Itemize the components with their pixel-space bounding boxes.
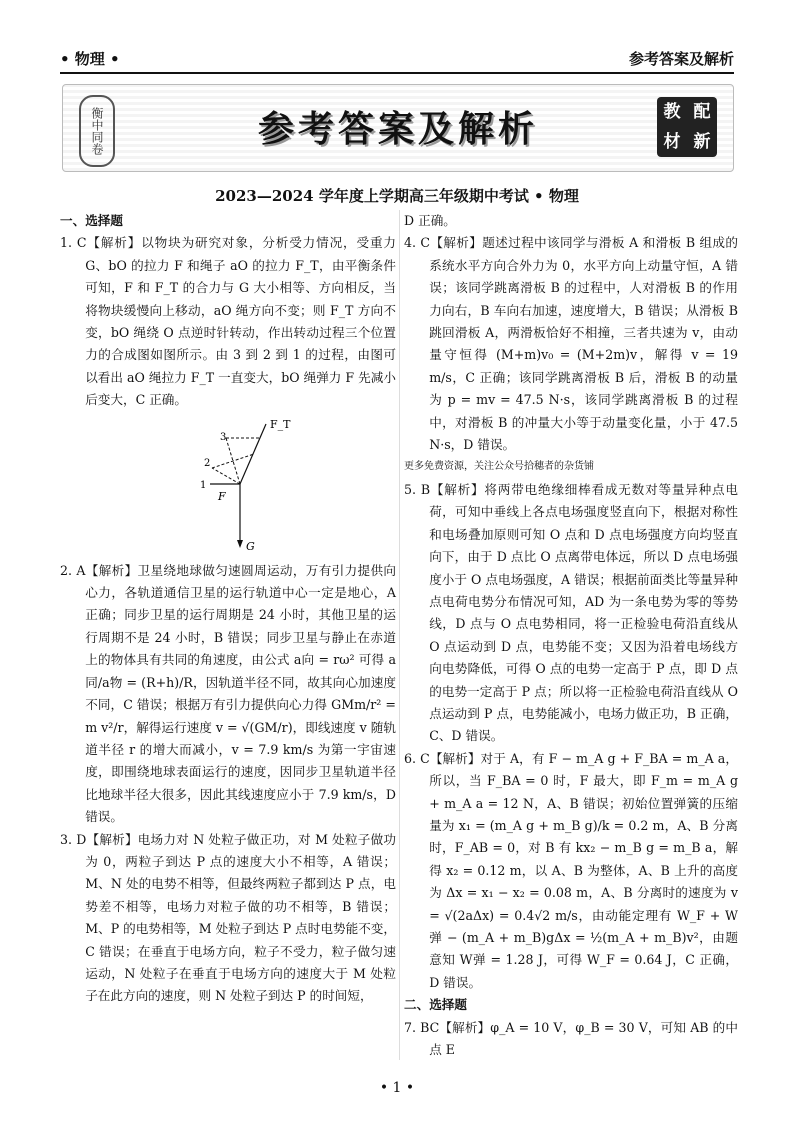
promo-note: 更多免费资源，关注公众号拾穗者的杂货铺 <box>404 461 594 473</box>
badge-char: 新 <box>693 132 711 152</box>
header-rule <box>60 72 734 74</box>
banner-title: 参考答案及解析 <box>257 109 538 150</box>
badge-char: 材 <box>663 132 681 152</box>
force-diagram-svg <box>180 418 300 552</box>
label-ft: F_T <box>270 417 291 431</box>
label-3: 3 <box>220 431 227 443</box>
answer-1: 1. C【解析】以物块为研究对象，分析受力情况，受重力 G、bO 的拉力 F 和绳子 aO 的拉力 F_T，由平衡条件可知，F 和 F_T 的合力与 G 大小相等、方向相反，当将物块缓慢向上移动，aO 绳方向不变；则 F_T 方向不变，bO 绳绕 O 点逆时针转动，作出转动过程三个位置力的合成图如图所示。由 3 到 2 到 1 的过程，由图可以看出 aO 绳拉力 F_T 一直变大，bO 绳弹力 F 先减小后变大，C 正确。 <box>60 235 396 408</box>
section-heading: 一、选择题 <box>60 213 123 228</box>
badge-char: 教 <box>663 102 681 122</box>
answer-2: 2. A【解析】卫星绕地球做匀速圆周运动，万有引力提供向心力，各轨道通信卫星的运行轨道中心一定是地心，A 正确；同步卫星的运行周期是 24 小时，其他卫星的运行周期不是 24 小时，B 错误；同步卫星与静止在赤道上的物体具有共同的角速度，由公式 a向 = rω² 可得 a同/a物 = (R+h)/R，因轨道半径不同，故其向心加速度不同，C 错误；根据万有引力提供向心力得 GMm/r² = m v²/r，解得运行速度 v = √(GM/r)，即线速度 v 随轨道半径 r 的增大而减小，v = 7.9 km/s 为第一宇宙速度，即围绕地球表面运行的速度，因同步卫星轨道半径比地球半径大很多，因此其线速度应小于 7.9 km/s，D 错误。 <box>60 562 396 825</box>
section-heading-2: 二、选择题 <box>404 997 467 1013</box>
answer-3: 3. D【解析】电场力对 N 处粒子做正功，对 M 处粒子做功为 0，两粒子到达 P 点的速度大小不相等，A 错误；M、N 处的电势不相等，但最终两粒子都到达 P 点，电势差不相等，电场力对粒子做的功不相等，B 错误；M、P 的电势相等，M 处粒子到达 P 点时电势能不变，C 错误；在垂直于电场方向，粒子不受力，粒子做匀速运动，N 处粒子在垂直于电场方向的速度大于 M 处粒子在此方向的速度，则 N 处粒子到达 P 的时间短， <box>60 831 396 1004</box>
column-divider <box>399 210 400 1060</box>
right-column <box>404 210 738 1061</box>
page-number: • 1 • <box>379 1080 415 1096</box>
left-column <box>60 210 396 1008</box>
answer-3-continued: D 正确。 <box>404 213 456 228</box>
exam-subtitle: 2023—2024 学年度上学期高三年级期中考试 • 物理 <box>215 187 579 205</box>
answer-5: 5. B【解析】将两带电绝缘细棒看成无数对等量异种点电荷，可知中垂线上各点电场强度竖直向下，根据对称性和电场叠加原则可知 O 点和 D 点电场强度方向均竖直向下，由于 D 点比 O 点离带电体远，所以 D 点电场强度小于 O 点电场强度，A 错误；根据前面类比等量异种点电荷电势分布情况可知，AD 为一条电势为零的等势线，D 点与 O 点电势相同，将一正检验电荷沿直线从 O 点运动到 D 点，电势能不变；又因为沿着电场线方向电势降低，可得 O 点的电势一定高于 P 点，即 D 点的电势一定高于 P 点；所以将一正检验电荷沿直线从 O 点运动到 P 点，电势能减小，电场力做正功，B 正确，C、D 错误。 <box>404 481 738 744</box>
badge-logo <box>657 97 717 157</box>
header-subject: • 物理 • <box>60 50 120 68</box>
running-header <box>60 46 734 72</box>
label-1: 1 <box>200 479 207 491</box>
header-section: 参考答案及解析 <box>628 50 734 68</box>
label-g: G <box>246 539 255 552</box>
answer-7: 7. BC【解析】φ_A = 10 V，φ_B = 30 V，可知 AB 的中点 E <box>404 1019 738 1058</box>
seal-stamp: 衡中同卷 <box>79 95 115 167</box>
label-2: 2 <box>204 457 211 469</box>
answer-6: 6. C【解析】对于 A，有 F − m_A g + F_BA = m_A a，所以，当 F_BA = 0 时，F 最大，即 F_m = m_A g + m_A a = 12 N，A、B 错误；初始位置弹簧的压缩量为 x₁ = (m_A g + m_B g)/k = 0.2 m，A、B 分离时，F_AB = 0，对 B 有 kx₂ − m_B g = m_B a，解得 x₂ = 0.12 m，以 A、B 为整体，A、B 上升的高度为 Δx = x₁ − x₂ = 0.08 m，A、B 分离时的速度为 v = √(2aΔx) = 0.4√2 m/s，由动能定理有 W_F + W弹 − (m_A + m_B)gΔx = ½(m_A + m_B)v²，由题意知 W弹 = 1.28 J，可得 W_F = 0.64 J，C 正确，D 错误。 <box>404 750 738 990</box>
badge-char: 配 <box>693 102 711 122</box>
answer-4: 4. C【解析】题述过程中该同学与滑板 A 和滑板 B 组成的系统水平方向合外力为 0，水平方向上动量守恒，A 错误；该同学跳离滑板 B 的过程中，人对滑板 B 的作用力向右，B 车向右加速，速度增大，B 错误；从滑板 B 跳回滑板 A，两滑板恰好不相撞，三者共速为 v，由动量守恒得 (M+m)v₀ = (M+2m)v，解得 v = 19 m/s，C 正确；该同学跳离滑板 B 后，滑板 B 的动量为 p = mv = 47.5 N·s，该同学跳离滑板 B 的过程中，对滑板 B 的冲量大小等于动量变化量，小于 47.5 N·s，D 错误。 <box>404 235 738 453</box>
force-diagram <box>60 418 396 552</box>
title-banner <box>62 84 734 172</box>
label-f: F <box>218 489 226 503</box>
